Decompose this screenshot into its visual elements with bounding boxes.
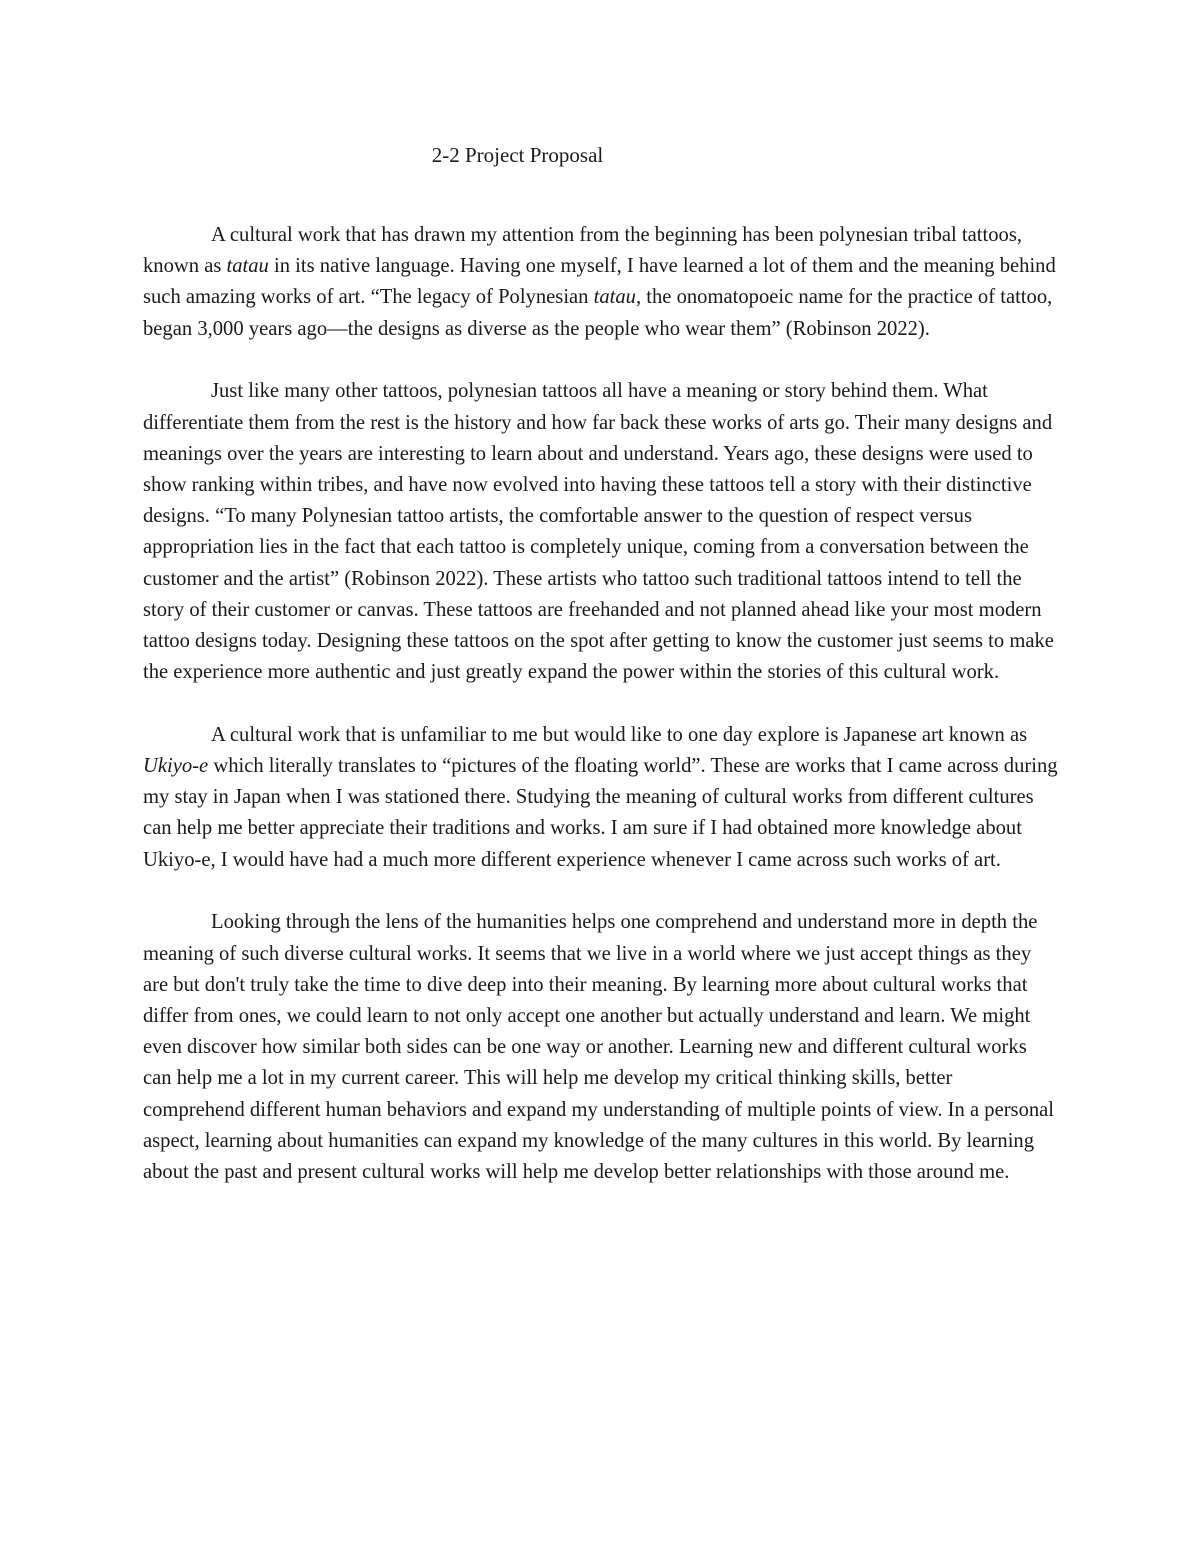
paragraph-1-italic-term-2: tatau [593,286,636,309]
paragraph-3-italic-term: Ukiyo-e [143,755,209,778]
document-body [143,220,1059,1188]
paragraph-1-text-3: , the onomatopoeic name for the practice of tattoo, began 3,000 years ago—the designs as diverse as the people who wear them” (Robinson 2022). [143,286,1053,340]
paragraph-3 [143,720,1059,876]
paragraph-1-text-2: in its native language. Having one myself, I have learned a lot of them and the meaning behind such amazing works of art. “The legacy of Polynesian [143,255,1056,309]
paragraph-2: Just like many other tattoos, polynesian tattoos all have a meaning or story behind them. What differentiate them from the rest is the history and how far back these works of arts go. Their many designs and meanings over the years are interesting to learn about and understand. Years ago, these designs were used to show ranking within tribes, and have now evolved into having these tattoos tell a story with their distinctive designs. “To many Polynesian tattoo artists, the comfortable answer to the question of respect versus appropriation lies in the fact that each tattoo is completely unique, coming from a conversation between the customer and the artist” (Robinson 2022). These artists who tattoo such traditional tattoos intend to tell the story of their customer or canvas. These tattoos are freehanded and not planned ahead like your most modern tattoo designs today. Designing these tattoos on the spot after getting to know the customer just seems to make the experience more authentic and just greatly expand the power within the stories of this cultural work. [143,380,1054,684]
paragraph-4: Looking through the lens of the humanities helps one comprehend and understand more in depth the meaning of such diverse cultural works. It seems that we live in a world where we just accept things as they are but don't truly take the time to dive deep into their meaning. By learning more about cultural works that differ from ones, we could learn to not only accept one another but actually understand and learn. We might even discover how similar both sides can be one way or another. Learning new and different cultural works can help me a lot in my current career. This will help me develop my critical thinking skills, better comprehend different human behaviors and expand my understanding of multiple points of view. In a personal aspect, learning about humanities can expand my knowledge of the many cultures in this world. By learning about the past and present cultural works will help me develop better relationships with those around me. [143,911,1055,1183]
paragraph-1-text-1: A cultural work that has drawn my attention from the beginning has been polynesian tribal tattoos, known as [143,224,1022,278]
paragraph-3-text-2: which literally translates to “pictures of the floating world”. These are works that I came across during my stay in Japan when I was stationed there. Studying the meaning of cultural works from different cultures can help me better appreciate their traditions and works. I am sure if I had obtained more knowledge about Ukiyo-e, I would have had a much more different experience whenever I came across such works of art. [143,755,1058,871]
document-title: 2-2 Project Proposal [431,143,604,167]
paragraph-1 [143,220,1059,345]
paragraph-1-italic-term-1: tatau [226,255,269,278]
paragraph-3-text-1: A cultural work that is unfamiliar to me but would like to one day explore is Japanese art known as [211,723,1028,746]
